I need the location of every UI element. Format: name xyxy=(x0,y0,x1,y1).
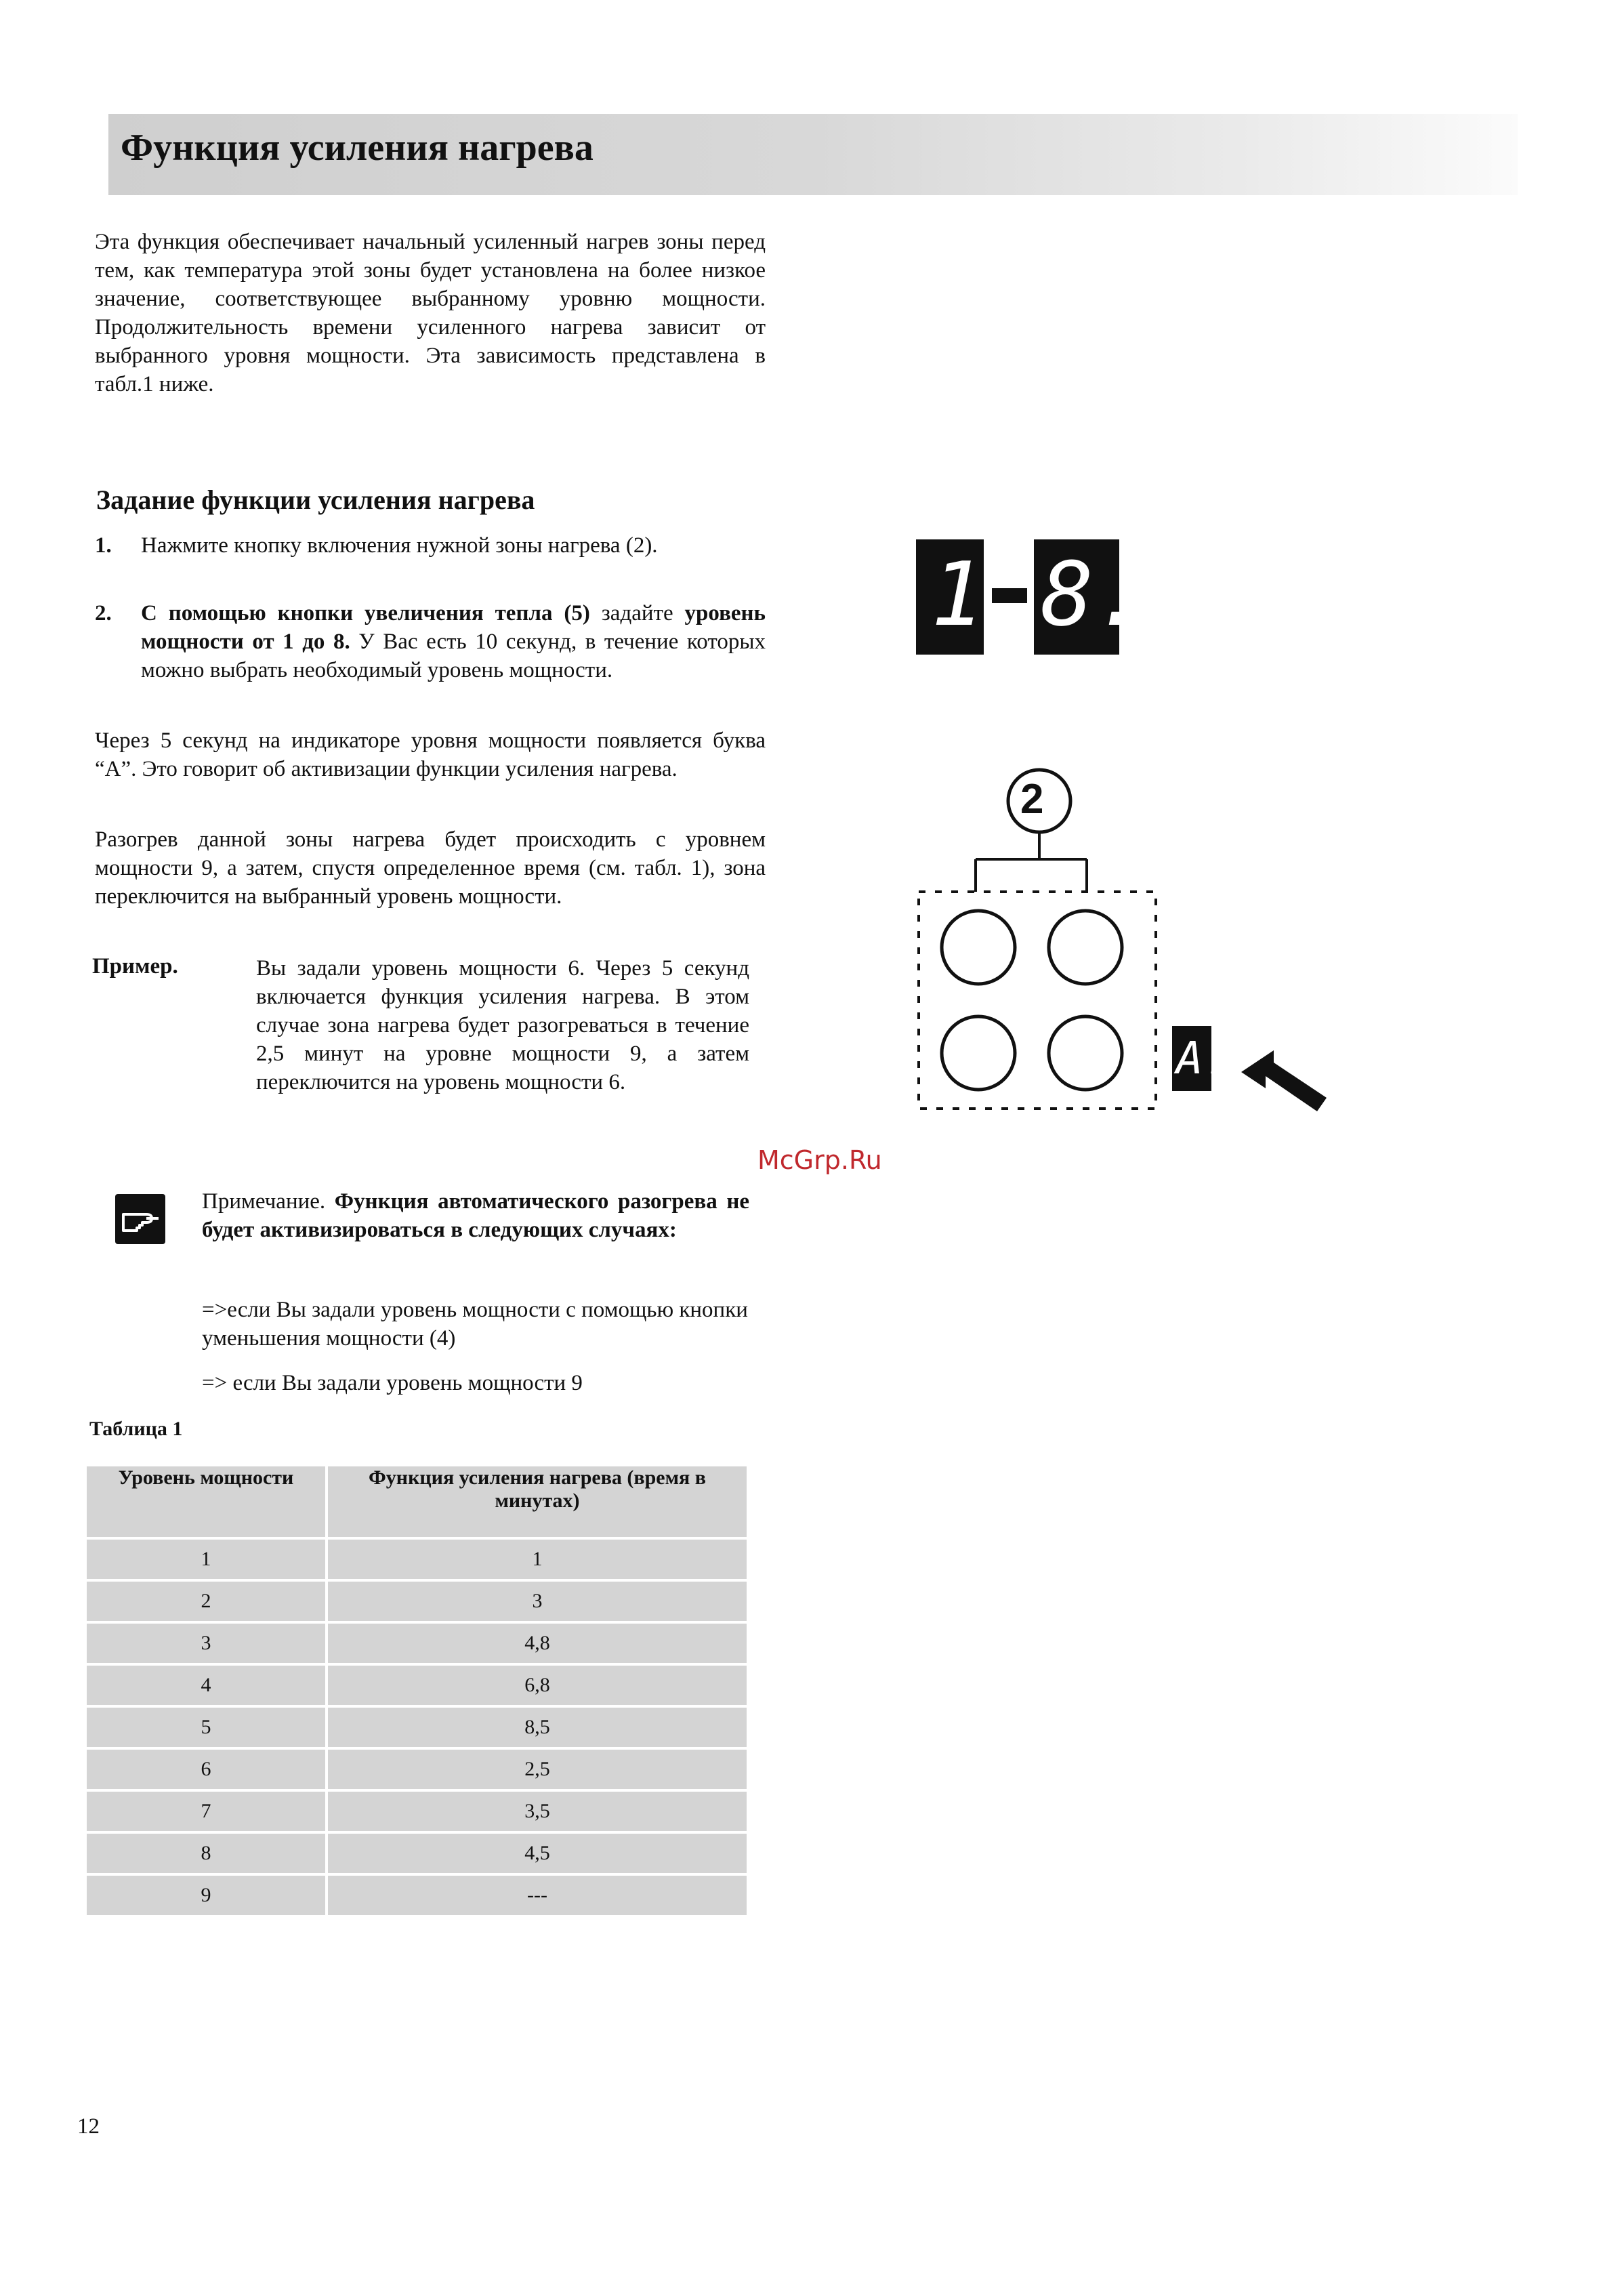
step-bold-part: С помощью кнопки увеличения тепла (5) xyxy=(141,601,590,625)
table-row xyxy=(85,1580,748,1622)
table-caption: Таблица 1 xyxy=(89,1418,183,1440)
display-left-digit: 1. xyxy=(931,543,1037,646)
power-level-display xyxy=(916,539,1147,658)
table-cell: 1 xyxy=(327,1538,748,1580)
paragraph-text: Через 5 секунд на индикаторе уровня мощности появляется буква “А”. Это говорит об активизации функции усиления нагрева. xyxy=(95,728,766,781)
table-row xyxy=(85,1832,748,1874)
step-number: 1. xyxy=(95,533,112,558)
note-item-1: =>если Вы задали уровень мощности с помощью кнопки уменьшения мощности (4) xyxy=(202,1298,748,1351)
table-cell: 8,5 xyxy=(327,1706,748,1748)
zone-callout-number: 2 xyxy=(1020,776,1044,823)
step-bold-part: уровень мощности от 1 до 8. xyxy=(141,601,766,654)
table-cell: 4,5 xyxy=(327,1832,748,1874)
table-row xyxy=(85,1748,748,1790)
step-text xyxy=(141,599,766,684)
table-header-row xyxy=(85,1465,748,1538)
example-label: Пример. xyxy=(92,954,178,979)
hob-diagram xyxy=(908,759,1341,1128)
power-level-table xyxy=(84,1464,749,1918)
table-cell: 3,5 xyxy=(327,1790,748,1832)
table-row xyxy=(85,1664,748,1706)
watermark: McGrp.Ru xyxy=(757,1145,882,1175)
table-cell: 4,8 xyxy=(327,1622,748,1664)
note-item-2: => если Вы задали уровень мощности 9 xyxy=(202,1371,583,1395)
table-cell: 3 xyxy=(85,1622,327,1664)
table-cell: 9 xyxy=(85,1874,327,1916)
note-paragraph xyxy=(202,1187,749,1244)
table-header-cell: Уровень мощности xyxy=(85,1465,327,1538)
table-cell: 6,8 xyxy=(327,1664,748,1706)
table-row xyxy=(85,1874,748,1916)
pointing-hand-icon xyxy=(115,1194,165,1244)
note-lead: Примечание. xyxy=(202,1189,335,1214)
page-number: 12 xyxy=(77,2114,100,2139)
section-subheading: Задание функции усиления нагрева xyxy=(96,485,535,515)
table-cell: 5 xyxy=(85,1706,327,1748)
paragraph-text: Разогрев данной зоны нагрева будет происходить с уровнем мощности 9, а затем, спустя определенное время (см. табл. 1), зона переключится на выбранный уровень мощности. xyxy=(95,827,766,909)
table-cell: 4 xyxy=(85,1664,327,1706)
step-number: 2. xyxy=(95,601,112,625)
example-text: Вы задали уровень мощности 6. Через 5 секунд включается функция усиления нагрева. В этом случае зона нагрева будет разогреваться в течение 2,5 минут на уровне мощности 9, а затем переключится на уровень мощности 6. xyxy=(256,956,749,1094)
table-cell: 3 xyxy=(327,1580,748,1622)
table-cell: --- xyxy=(327,1874,748,1916)
note-bold: Функция автоматического разогрева не будет активизироваться в следующих случаях: xyxy=(202,1189,749,1242)
step-mid-part: задайте xyxy=(589,601,685,625)
table-row xyxy=(85,1538,748,1580)
table-header-cell: Функция усиления нагрева (время в минутах) xyxy=(327,1465,748,1538)
paragraph-heating xyxy=(95,825,766,911)
table-cell: 2,5 xyxy=(327,1748,748,1790)
table-cell: 6 xyxy=(85,1748,327,1790)
indicator-letter: A. xyxy=(1176,1032,1230,1084)
step-2 xyxy=(95,599,766,684)
table-cell: 8 xyxy=(85,1832,327,1874)
paragraph-indicator xyxy=(95,726,766,783)
step-1 xyxy=(95,531,766,560)
display-right-digit: 8. xyxy=(1041,543,1147,646)
table-row xyxy=(85,1790,748,1832)
step-rest-part: У Вас есть 10 секунд, в течение которых можно выбрать необходимый уровень мощности. xyxy=(141,630,766,682)
table-row xyxy=(85,1706,748,1748)
intro-text: Эта функция обеспечивает начальный усиленный нагрев зоны перед тем, как температура этой зоны будет установлена на более низкое значение, соответствующее выбранному уровню мощности. Продолжительность времени усиленного нагрева зависит от выбранного уровня мощности. Эта зависимость представлена в табл.1 ниже. xyxy=(95,230,766,396)
page-title: Функция усиления нагрева xyxy=(121,127,594,169)
table-cell: 7 xyxy=(85,1790,327,1832)
intro-paragraph xyxy=(95,228,766,398)
table-cell: 1 xyxy=(85,1538,327,1580)
table-cell: 2 xyxy=(85,1580,327,1622)
step-text: Нажмите кнопку включения нужной зоны нагрева (2). xyxy=(141,533,658,558)
table-row xyxy=(85,1622,748,1664)
display-dash xyxy=(997,553,999,560)
